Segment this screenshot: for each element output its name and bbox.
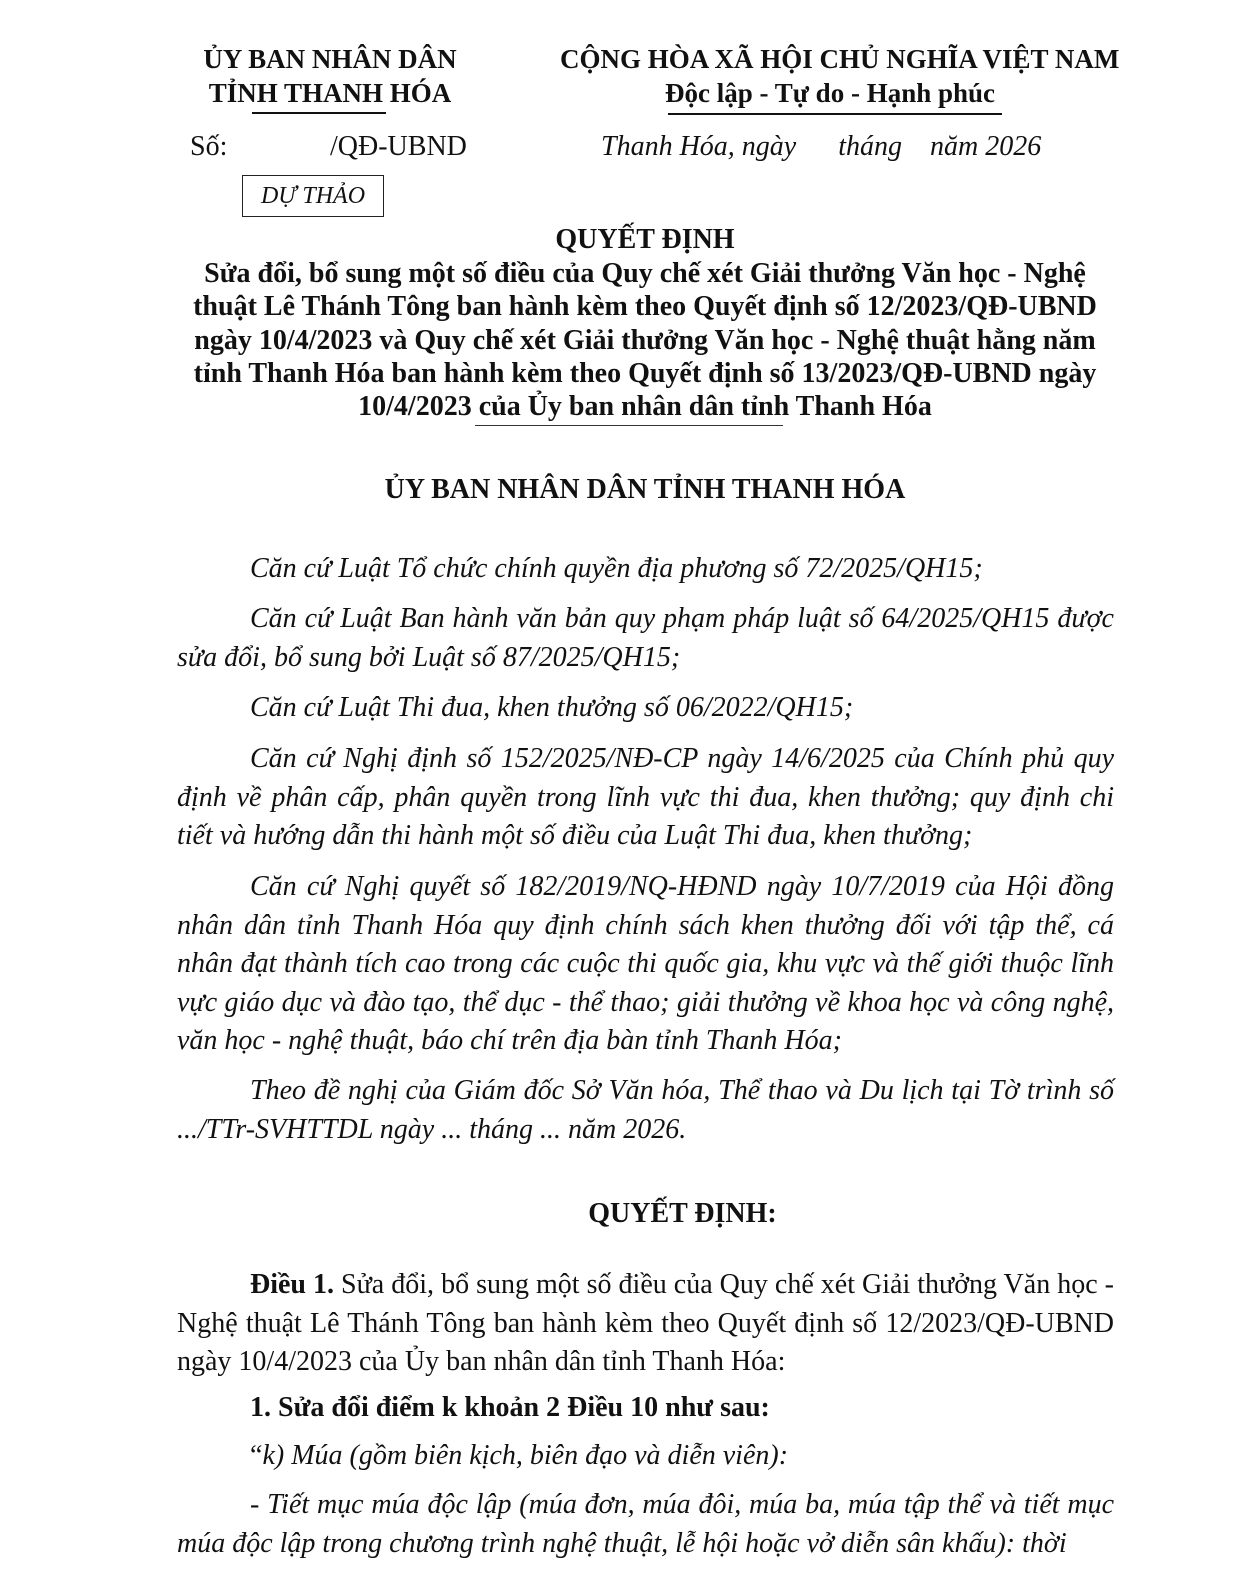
legal-basis-1: Căn cứ Luật Tổ chức chính quyền địa phương số 72/2025/QH15; bbox=[250, 553, 983, 584]
title-line-5: 10/4/2023 của Ủy ban nhân dân tỉnh Thanh Hóa bbox=[358, 391, 932, 422]
decision-title: QUYẾT ĐỊNH bbox=[555, 224, 735, 255]
legal-basis-6: Theo đề nghị của Giám đốc Sở Văn hóa, Thể thao và Du lịch tại Tờ trình số .../TTr-SVHTTDL ngày ... tháng ... năm 2026. bbox=[177, 1075, 1114, 1145]
title-underline bbox=[475, 425, 783, 426]
article-1-item-k-sub: - Tiết mục múa độc lập (múa đơn, múa đôi, múa ba, múa tập thể và tiết mục múa độc lập trong chương trình nghệ thuật, lễ hội hoặc vở diễn sân khấu): thời bbox=[177, 1489, 1114, 1559]
legal-basis-3: Căn cứ Luật Thi đua, khen thưởng số 06/2022/QH15; bbox=[250, 692, 854, 723]
document-number-suffix: /QĐ-UBND bbox=[330, 131, 467, 162]
org-underline bbox=[252, 112, 386, 114]
article-1-text: Sửa đổi, bổ sung một số điều của Quy chế xét Giải thưởng Văn học - Nghệ thuật Lê Thánh Tông ban hành kèm theo Quyết định số 12/2023/QĐ-UBND ngày 10/4/2023 của Ủy ban nhân dân tỉnh Thanh Hóa: bbox=[177, 1269, 1115, 1377]
org-name-line1: ỦY BAN NHÂN DÂN bbox=[203, 44, 457, 74]
article-1 bbox=[177, 1266, 1114, 1382]
article-1-item-k bbox=[177, 1437, 1114, 1476]
title-line-3: ngày 10/4/2023 và Quy chế xét Giải thưởng Văn học - Nghệ thuật hằng năm bbox=[194, 325, 1096, 356]
article-1-label: Điều 1. bbox=[250, 1269, 335, 1300]
nation-motto: Độc lập - Tự do - Hạnh phúc bbox=[664, 78, 996, 108]
item-k-text: k) Múa (gồm biên kịch, biên đạo và diễn viên): bbox=[262, 1440, 789, 1471]
nation-name: CỘNG HÒA XÃ HỘI CHỦ NGHĨA VIỆT NAM bbox=[560, 44, 1120, 74]
decision-heading: QUYẾT ĐỊNH: bbox=[588, 1198, 777, 1229]
org-name-line2: TỈNH THANH HÓA bbox=[208, 78, 452, 108]
draft-stamp bbox=[242, 175, 384, 217]
legal-basis-2: Căn cứ Luật Ban hành văn bản quy phạm pháp luật số 64/2025/QH15 được sửa đổi, bổ sung bởi Luật số 87/2025/QH15; bbox=[177, 603, 1114, 673]
document-number-label: Số: bbox=[190, 131, 228, 162]
issuing-authority: ỦY BAN NHÂN DÂN TỈNH THANH HÓA bbox=[384, 474, 906, 505]
draft-stamp-label: DỰ THẢO bbox=[260, 183, 366, 209]
title-line-1: Sửa đổi, bổ sung một số điều của Quy chế xét Giải thưởng Văn học - Nghệ bbox=[204, 258, 1086, 289]
title-line-2: thuật Lê Thánh Tông ban hành kèm theo Quyết định số 12/2023/QĐ-UBND bbox=[193, 291, 1097, 322]
quote-open: “ bbox=[250, 1440, 263, 1471]
article-1-item-1-heading: 1. Sửa đổi điểm k khoản 2 Điều 10 như sau: bbox=[250, 1392, 770, 1423]
legal-basis-4: Căn cứ Nghị định số 152/2025/NĐ-CP ngày 14/6/2025 của Chính phủ quy định về phân cấp, phân quyền trong lĩnh vực thi đua, khen thưởng; quy định chi tiết và hướng dẫn thi hành một số điều của Luật Thi đua, khen thưởng; bbox=[177, 743, 1114, 851]
legal-basis-5: Căn cứ Nghị quyết số 182/2019/NQ-HĐND ngày 10/7/2019 của Hội đồng nhân dân tỉnh Thanh Hóa quy định chính sách khen thưởng đối với tập thể, cá nhân đạt thành tích cao trong các cuộc thi quốc gia, khu vực và thế giới thuộc lĩnh vực giáo dục và đào tạo, thể dục - thể thao; giải thưởng về khoa học và công nghệ, văn học - nghệ thuật, báo chí trên địa bàn tỉnh Thanh Hóa; bbox=[177, 871, 1114, 1056]
place-date: Thanh Hóa, ngày tháng năm 2026 bbox=[601, 131, 1042, 162]
motto-underline bbox=[668, 113, 1002, 115]
title-line-4: tỉnh Thanh Hóa ban hành kèm theo Quyết định số 13/2023/QĐ-UBND ngày bbox=[193, 358, 1097, 389]
